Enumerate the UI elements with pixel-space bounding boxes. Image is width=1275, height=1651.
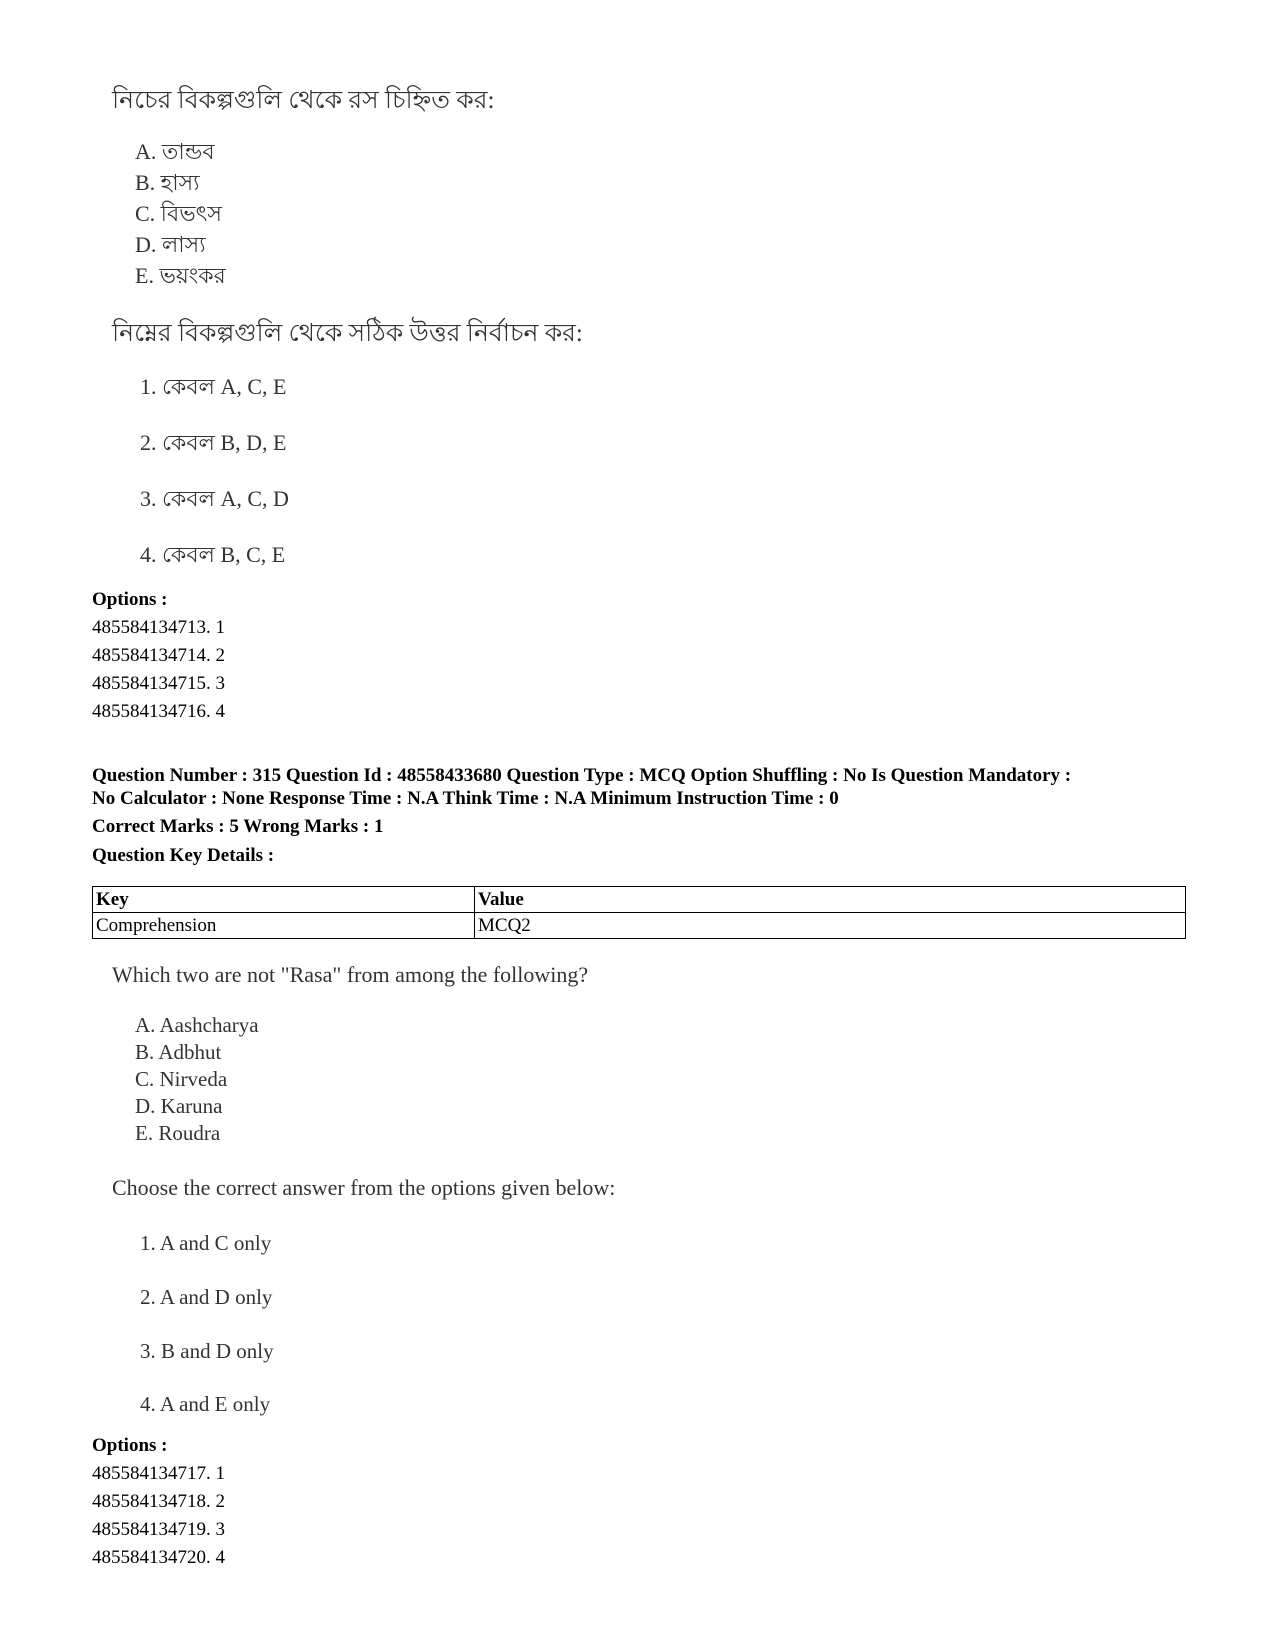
options-label: Options : <box>92 1435 168 1456</box>
table-cell-key: Comprehension <box>93 913 475 939</box>
table-row <box>93 913 1186 939</box>
option-row: 485584134714. 2 <box>92 645 225 666</box>
bengali-choice-3: 3. কেবল A, C, D <box>140 486 289 511</box>
english-item-c: C. Nirveda <box>135 1067 228 1091</box>
option-row: 485584134717. 1 <box>92 1463 225 1484</box>
english-choice-4: 4. A and E only <box>140 1392 271 1416</box>
english-choice-1: 1. A and C only <box>140 1231 272 1255</box>
english-choice-2: 2. A and D only <box>140 1285 273 1309</box>
english-item-b: B. Adbhut <box>135 1040 222 1064</box>
question-key-details-label: Question Key Details : <box>92 845 275 866</box>
option-row: 485584134713. 1 <box>92 617 225 638</box>
question-marks: Correct Marks : 5 Wrong Marks : 1 <box>92 816 384 837</box>
option-row: 485584134720. 4 <box>92 1547 225 1568</box>
bengali-item-e: E. ভয়ংকর <box>135 263 226 288</box>
bengali-item-b: B. হাস্য <box>135 170 200 195</box>
question-key-table <box>92 886 1186 939</box>
table-header-key: Key <box>93 887 475 913</box>
english-item-a: A. Aashcharya <box>135 1013 259 1037</box>
bengali-item-a: A. তান্ডব <box>135 139 215 164</box>
bengali-choice-4: 4. কেবল B, C, E <box>140 542 286 567</box>
options-label: Options : <box>92 589 168 610</box>
bengali-choice-1: 1. কেবল A, C, E <box>140 374 287 399</box>
english-choice-3: 3. B and D only <box>140 1339 274 1363</box>
bengali-question-stem: নিচের বিকল্পগুলি থেকে রস চিহ্নিত কর: <box>112 87 495 114</box>
bengali-item-c: C. বিভৎস <box>135 201 222 226</box>
bengali-choose-prompt: নিম্নের বিকল্পগুলি থেকে সঠিক উত্তর নির্বাচন কর: <box>112 320 583 347</box>
bengali-item-d: D. লাস্য <box>135 232 206 257</box>
english-item-e: E. Roudra <box>135 1121 221 1145</box>
bengali-choice-2: 2. কেবল B, D, E <box>140 430 287 455</box>
option-row: 485584134716. 4 <box>92 701 225 722</box>
option-row: 485584134719. 3 <box>92 1519 225 1540</box>
question-meta-line2: No Calculator : None Response Time : N.A Think Time : N.A Minimum Instruction Time : 0 <box>92 788 839 809</box>
option-row: 485584134715. 3 <box>92 673 225 694</box>
option-row: 485584134718. 2 <box>92 1491 225 1512</box>
english-choose-prompt: Choose the correct answer from the options given below: <box>112 1175 616 1200</box>
table-cell-value: MCQ2 <box>475 913 1186 939</box>
english-question-stem: Which two are not "Rasa" from among the following? <box>112 962 589 987</box>
table-header-row <box>93 887 1186 913</box>
question-meta-line1: Question Number : 315 Question Id : 48558433680 Question Type : MCQ Option Shuffling : No Is Question Mandatory : <box>92 765 1072 786</box>
english-item-d: D. Karuna <box>135 1094 223 1118</box>
table-header-value: Value <box>475 887 1186 913</box>
